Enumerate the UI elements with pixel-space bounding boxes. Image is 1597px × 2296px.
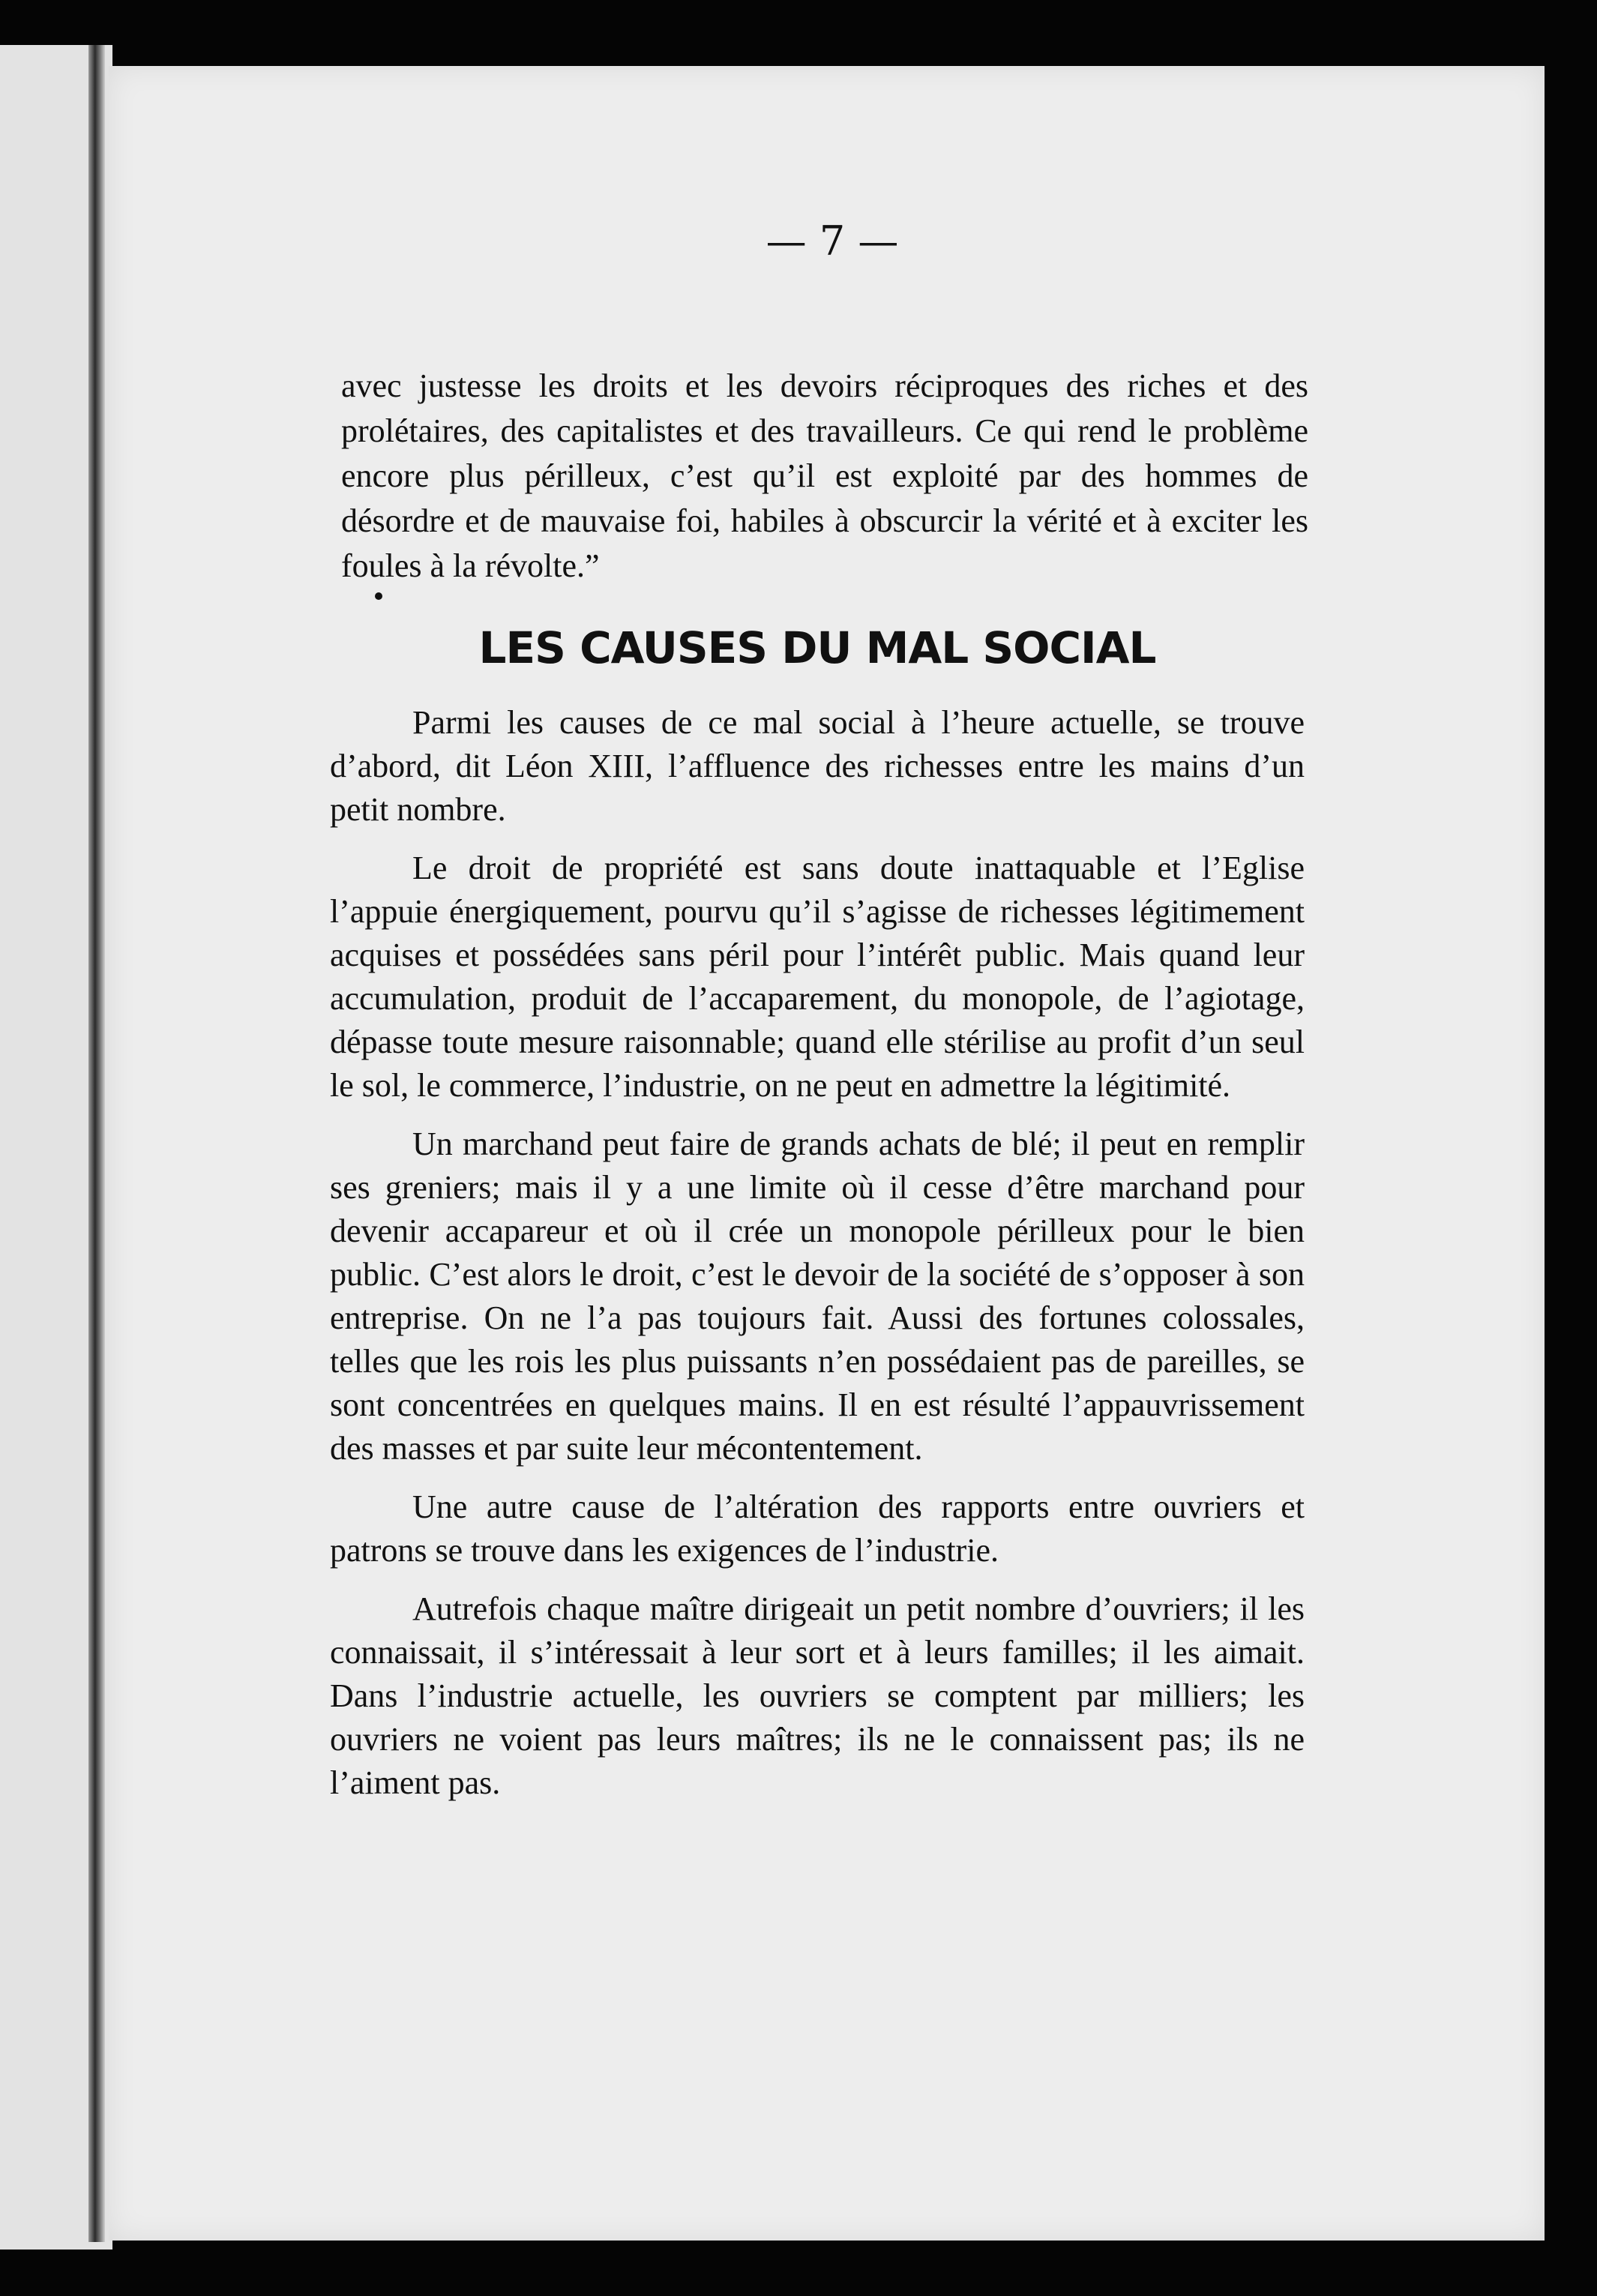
paragraph-1: Parmi les causes de ce mal social à l’heure actuelle, se trouve d’abord, dit Léon XIII, l’affluence des richesses entre les mains d’un petit nombre. xyxy=(330,704,1305,828)
page-number: — 7 — xyxy=(766,217,899,265)
book-spine xyxy=(88,45,105,2242)
paragraph-5: Autrefois chaque maître dirigeait un petit nombre d’ouvriers; il les connaissait, il s’intéressait à leur sort et à leurs familles; il les aimait. Dans l’industrie actuelle, les ouvriers se comptent par milliers; les ouvriers ne voient pas leurs maîtres; ils ne le connaissent pas; ils ne l’aiment pas. xyxy=(330,1590,1305,1801)
paragraph-3: Un marchand peut faire de grands achats de blé; il peut en remplir ses greniers; mais il y a une limite où il cesse d’être marchand pour devenir accapareur et où il crée un monopole périlleux pour le bien public. C’est alors le droit, c’est le devoir de la société de s’opposer à son entreprise. On ne l’a pas toujours fait. Aussi des fortunes colossales, telles que les rois les plus puissants n’en possédaient pas de pareilles, se sont concentrées en quelques mains. Il en est résulté l’appauvrissement des masses et par suite leur mécontentement. xyxy=(330,1126,1305,1467)
stray-mark xyxy=(375,592,382,600)
quote-continuation: avec justesse les droits et les devoirs réciproques des riches et des prolétaires, des capitalistes et des travailleurs. Ce qui rend le problème encore plus périlleux, c’est qu’il est exploité par des hommes de désordre et de mauvaise foi, habiles à obscurcir la vérité et à exciter les foules à la révolte.” xyxy=(341,367,1308,584)
paragraph-2: Le droit de propriété est sans doute inattaquable et l’Eglise l’appuie énergiquement, pourvu qu’il s’agisse de richesses légitimement acquises et possédées sans péril pour l’intérêt public. Mais quand leur accumulation, produit de l’accaparement, du monopole, de l’agiotage, dépasse toute mesure raisonnable; quand elle stérilise au profit d’un seul le sol, le commerce, l’industrie, on ne peut en admettre la légitimité. xyxy=(330,850,1305,1104)
section-heading: LES CAUSES DU MAL SOCIAL xyxy=(478,622,1156,673)
body-text xyxy=(330,701,1305,1820)
paragraph-4: Une autre cause de l’altération des rapports entre ouvriers et patrons se trouve dans les exigences de l’industrie. xyxy=(330,1488,1305,1569)
